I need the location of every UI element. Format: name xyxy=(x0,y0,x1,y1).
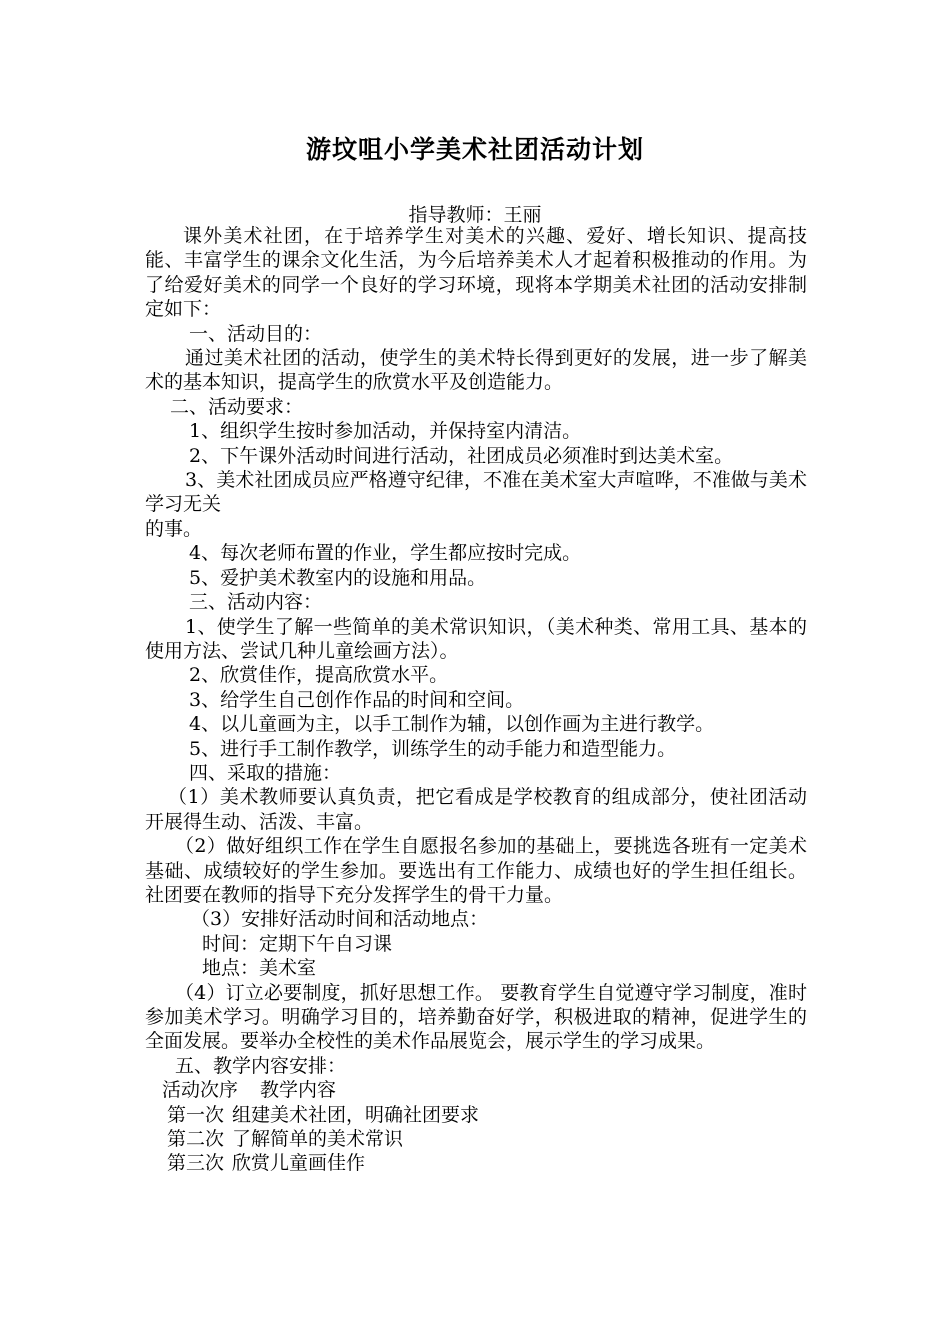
schedule-header xyxy=(145,1078,807,1102)
schedule-row xyxy=(145,1103,807,1127)
requirement-1: 1、组织学生按时参加活动，并保持室内清洁。 xyxy=(189,420,582,443)
section-1-heading: 一、活动目的： xyxy=(189,322,323,345)
schedule-row xyxy=(145,1151,807,1175)
intro-paragraph: 课外美术社团，在于培养学生对美术的兴趣、爱好、增长知识、提高技能、丰富学生的课余文化生活，为今后培养美术人才起着积极推动的作用。为了给爱好美术的同学一个良好的学习环境，现将本学期美术社团的活动安排制定如下： xyxy=(145,225,807,321)
schedule-content: 欣赏儿童画佳作 xyxy=(232,1152,366,1175)
measure-2: （2）做好组织工作在学生自愿报名参加的基础上，要挑选各班有一定美术基础、成绩较好的学生参加。要选出有工作能力、成绩也好的学生担任组长。社团要在教师的指导下充分发挥学生的骨干力量。 xyxy=(145,835,807,906)
requirement-3-continued: 的事。 xyxy=(145,517,203,540)
schedule-order: 第三次 xyxy=(167,1152,225,1175)
schedule-row xyxy=(145,1127,807,1151)
section-5-heading: 五、教学内容安排： xyxy=(175,1054,347,1077)
content-item-2: 2、欣赏佳作，提高欣赏水平。 xyxy=(189,664,449,687)
measure-3: （3）安排好活动时间和活动地点： xyxy=(191,908,489,931)
schedule-order: 第一次 xyxy=(167,1103,225,1126)
schedule-col-order: 活动次序 xyxy=(162,1079,239,1102)
measure-1: （1）美术教师要认真负责，把它看成是学校教育的组成部分，使社团活动开展得生动、活泼、丰富。 xyxy=(145,786,807,833)
activity-time: 时间：定期下午自习课 xyxy=(202,932,393,955)
schedule-order: 第二次 xyxy=(167,1128,225,1151)
activity-place: 地点：美术室 xyxy=(202,957,317,980)
measure-4: （4）订立必要制度，抓好思想工作。 要教育学生自觉遵守学习制度，准时参加美术学习。明确学习目的，培养勤奋好学，积极进取的精神，促进学生的全面发展。要举办全校性的美术作品展览会，展示学生的学习成果。 xyxy=(145,981,807,1053)
section-2-heading: 二、活动要求： xyxy=(170,395,304,418)
schedule-content: 了解简单的美术常识 xyxy=(232,1128,404,1151)
requirement-4: 4、每次老师布置的作业，学生都应按时完成。 xyxy=(189,542,582,565)
section-3-heading: 三、活动内容： xyxy=(189,591,323,614)
content-item-5: 5、进行手工制作教学，训练学生的动手能力和造型能力。 xyxy=(189,737,677,760)
requirement-2: 2、下午课外活动时间进行活动，社团成员必须准时到达美术室。 xyxy=(189,444,734,467)
content-item-3: 3、给学生自己创作作品的时间和空间。 xyxy=(189,688,525,711)
requirement-3: 3、美术社团成员应严格遵守纪律，不准在美术室大声喧哗，不准做与美术学习无关 xyxy=(145,469,807,516)
content-item-1: 1、使学生了解一些简单的美术常识知识，（美术种类、常用工具、基本的使用方法、尝试几种儿童绘画方法）。 xyxy=(145,615,807,662)
content-item-4: 4、以儿童画为主，以手工制作为辅，以创作画为主进行教学。 xyxy=(189,713,715,736)
document-body xyxy=(145,224,807,1176)
section-1-text: 通过美术社团的活动，使学生的美术特长得到更好的发展，进一步了解美术的基本知识，提高学生的欣赏水平及创造能力。 xyxy=(145,347,807,394)
teacher-line: 指导教师：王丽 xyxy=(408,204,542,226)
section-4-heading: 四、采取的措施： xyxy=(189,761,342,784)
document-title: 游坟咀小学美术社团活动计划 xyxy=(305,135,644,164)
schedule-content: 组建美术社团，明确社团要求 xyxy=(232,1103,480,1126)
schedule-col-content: 教学内容 xyxy=(260,1079,337,1102)
requirement-5: 5、爱护美术教室内的设施和用品。 xyxy=(189,566,487,589)
